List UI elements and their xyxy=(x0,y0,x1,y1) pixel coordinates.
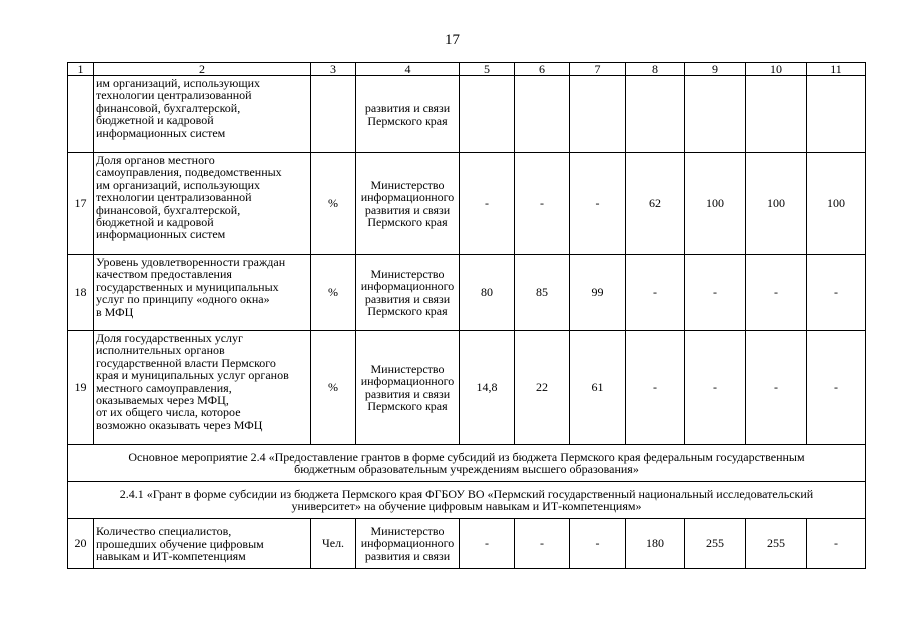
value-cell: - xyxy=(626,331,685,445)
section-row xyxy=(68,482,866,519)
table-row xyxy=(68,519,866,569)
column-number: 7 xyxy=(570,63,626,76)
section-heading-line: университет» на обучение цифровым навыкам и ИТ-компетенциям» xyxy=(291,499,642,513)
value-cell: 62 xyxy=(626,153,685,255)
row-number: 20 xyxy=(68,519,94,569)
value-cell: 22 xyxy=(515,331,570,445)
unit: % xyxy=(311,331,356,445)
value-cell xyxy=(515,76,570,153)
column-number: 6 xyxy=(515,63,570,76)
indicator-name-line: бюджетной и кадровой xyxy=(96,215,214,230)
value-cell: 85 xyxy=(515,255,570,331)
value-cell: 61 xyxy=(570,331,626,445)
indicator-name-line: информационных систем xyxy=(96,125,226,140)
indicator-name-line: информационных систем xyxy=(96,227,226,242)
table-row xyxy=(68,331,866,445)
column-number: 3 xyxy=(311,63,356,76)
indicator-name xyxy=(94,255,311,331)
column-number: 9 xyxy=(685,63,746,76)
indicator-name-line: Уровень удовлетворенности граждан xyxy=(96,255,286,269)
indicator-name-line: исполнительных органов xyxy=(96,343,225,358)
responsible-ministry xyxy=(356,519,460,569)
value-cell: 100 xyxy=(807,153,866,255)
unit xyxy=(311,76,356,153)
indicator-name-line: технологии централизованной xyxy=(96,190,252,205)
indicator-name-line: им организаций, использующих xyxy=(96,177,261,192)
indicator-name-line: государственных и муниципальных xyxy=(96,279,279,294)
section-heading-2-4-1 xyxy=(68,482,866,519)
indicator-name-line: услуг по принципу «одного окна» xyxy=(96,292,270,307)
column-number: 1 xyxy=(68,63,94,76)
responsible-ministry xyxy=(356,76,460,153)
ministry-line: информационного xyxy=(360,190,455,205)
value-cell: - xyxy=(460,519,515,569)
column-number: 4 xyxy=(356,63,460,76)
ministry-line: информационного xyxy=(360,374,455,389)
indicator-name-line: в МФЦ xyxy=(96,304,134,319)
ministry-line: информационного xyxy=(360,279,455,294)
indicator-name-line: финансовой, бухгалтерской, xyxy=(96,100,241,115)
indicator-name-line: финансовой, бухгалтерской, xyxy=(96,202,241,217)
responsible-ministry xyxy=(356,255,460,331)
row-number: 18 xyxy=(68,255,94,331)
value-cell xyxy=(807,76,866,153)
indicator-name-line: края и муниципальных услуг органов xyxy=(96,368,289,383)
column-number: 11 xyxy=(807,63,866,76)
ministry-line: Министерство xyxy=(370,523,445,538)
value-cell: - xyxy=(626,255,685,331)
value-cell: 14,8 xyxy=(460,331,515,445)
section-heading-line: Основное мероприятие 2.4 «Предоставление грантов в форме субсидий из бюджета Пермского края федеральным государственным xyxy=(128,449,805,464)
indicator-name xyxy=(94,331,311,445)
ministry-line: Пермского края xyxy=(367,113,448,128)
column-number: 8 xyxy=(626,63,685,76)
value-cell: - xyxy=(746,255,807,331)
ministry-line: Пермского края xyxy=(367,303,448,318)
table-row xyxy=(68,76,866,153)
ministry-line: развития и связи xyxy=(364,202,451,217)
column-number-row xyxy=(68,63,866,76)
value-cell: 80 xyxy=(460,255,515,331)
value-cell: 255 xyxy=(746,519,807,569)
indicator-name-line: Доля органов местного xyxy=(96,153,215,167)
section-row xyxy=(68,445,866,482)
value-cell: 180 xyxy=(626,519,685,569)
column-number: 10 xyxy=(746,63,807,76)
indicators-table xyxy=(67,62,866,569)
row-number: 19 xyxy=(68,331,94,445)
table-row xyxy=(68,255,866,331)
indicator-name-line: прошедших обучение цифровым xyxy=(96,536,264,551)
value-cell: - xyxy=(515,519,570,569)
section-heading-line: 2.4.1 «Грант в форме субсидии из бюджета Пермского края ФГБОУ ВО «Пермский государственный национальный исследовательский xyxy=(119,486,814,501)
value-cell xyxy=(685,76,746,153)
indicator-name xyxy=(94,76,311,153)
section-heading-line: бюджетным образовательным учреждениям высшего образования» xyxy=(294,462,639,476)
value-cell xyxy=(570,76,626,153)
ministry-line: развития и связи xyxy=(364,291,451,306)
ministry-line: Пермского края xyxy=(367,214,448,229)
ministry-line: развития и связи xyxy=(364,548,451,563)
indicator-name-line: бюджетной и кадровой xyxy=(96,113,214,128)
value-cell: - xyxy=(685,255,746,331)
value-cell: - xyxy=(570,153,626,255)
ministry-line: развития и связи xyxy=(364,386,451,401)
value-cell: - xyxy=(570,519,626,569)
column-number: 2 xyxy=(94,63,311,76)
value-cell xyxy=(746,76,807,153)
value-cell xyxy=(460,76,515,153)
indicator-name-line: самоуправления, подведомственных xyxy=(96,165,282,180)
section-heading-2-4 xyxy=(68,445,866,482)
page-number: 17 xyxy=(445,32,460,48)
unit: % xyxy=(311,255,356,331)
value-cell: 255 xyxy=(685,519,746,569)
ministry-line: Министерство xyxy=(370,361,445,376)
indicator-name-line: навыкам и ИТ-компетенциям xyxy=(96,549,246,564)
value-cell: 100 xyxy=(685,153,746,255)
indicator-name-line: оказываемых через МФЦ, xyxy=(96,393,229,408)
unit: Чел. xyxy=(311,519,356,569)
value-cell: - xyxy=(807,331,866,445)
value-cell: - xyxy=(460,153,515,255)
value-cell: - xyxy=(746,331,807,445)
ministry-line: Пермского края xyxy=(367,398,448,413)
responsible-ministry xyxy=(356,331,460,445)
indicator-name-line: местного самоуправления, xyxy=(96,380,232,395)
row-number xyxy=(68,76,94,153)
ministry-line: информационного xyxy=(360,536,455,551)
indicator-name-line: качеством предоставления xyxy=(96,267,232,282)
indicator-name xyxy=(94,519,311,569)
indicator-name xyxy=(94,153,311,255)
value-cell: - xyxy=(685,331,746,445)
column-number: 5 xyxy=(460,63,515,76)
value-cell: 100 xyxy=(746,153,807,255)
indicator-name-line: технологии централизованной xyxy=(96,88,252,103)
responsible-ministry xyxy=(356,153,460,255)
table-row xyxy=(68,153,866,255)
value-cell: 99 xyxy=(570,255,626,331)
ministry-line: Министерство xyxy=(370,177,445,192)
indicator-name-line: Доля государственных услуг xyxy=(96,331,243,345)
value-cell xyxy=(626,76,685,153)
value-cell: - xyxy=(515,153,570,255)
indicator-name-line: им организаций, использующих xyxy=(96,76,261,90)
indicator-name-line: Количество специалистов, xyxy=(96,524,232,539)
unit: % xyxy=(311,153,356,255)
value-cell: - xyxy=(807,519,866,569)
row-number: 17 xyxy=(68,153,94,255)
indicator-name-line: от их общего числа, которое xyxy=(96,405,241,420)
indicator-name-line: государственной власти Пермского xyxy=(96,355,276,370)
value-cell: - xyxy=(807,255,866,331)
ministry-line: Министерство xyxy=(370,266,445,281)
ministry-line: развития и связи xyxy=(364,101,451,116)
indicator-name-line: возможно оказывать через МФЦ xyxy=(96,417,263,432)
